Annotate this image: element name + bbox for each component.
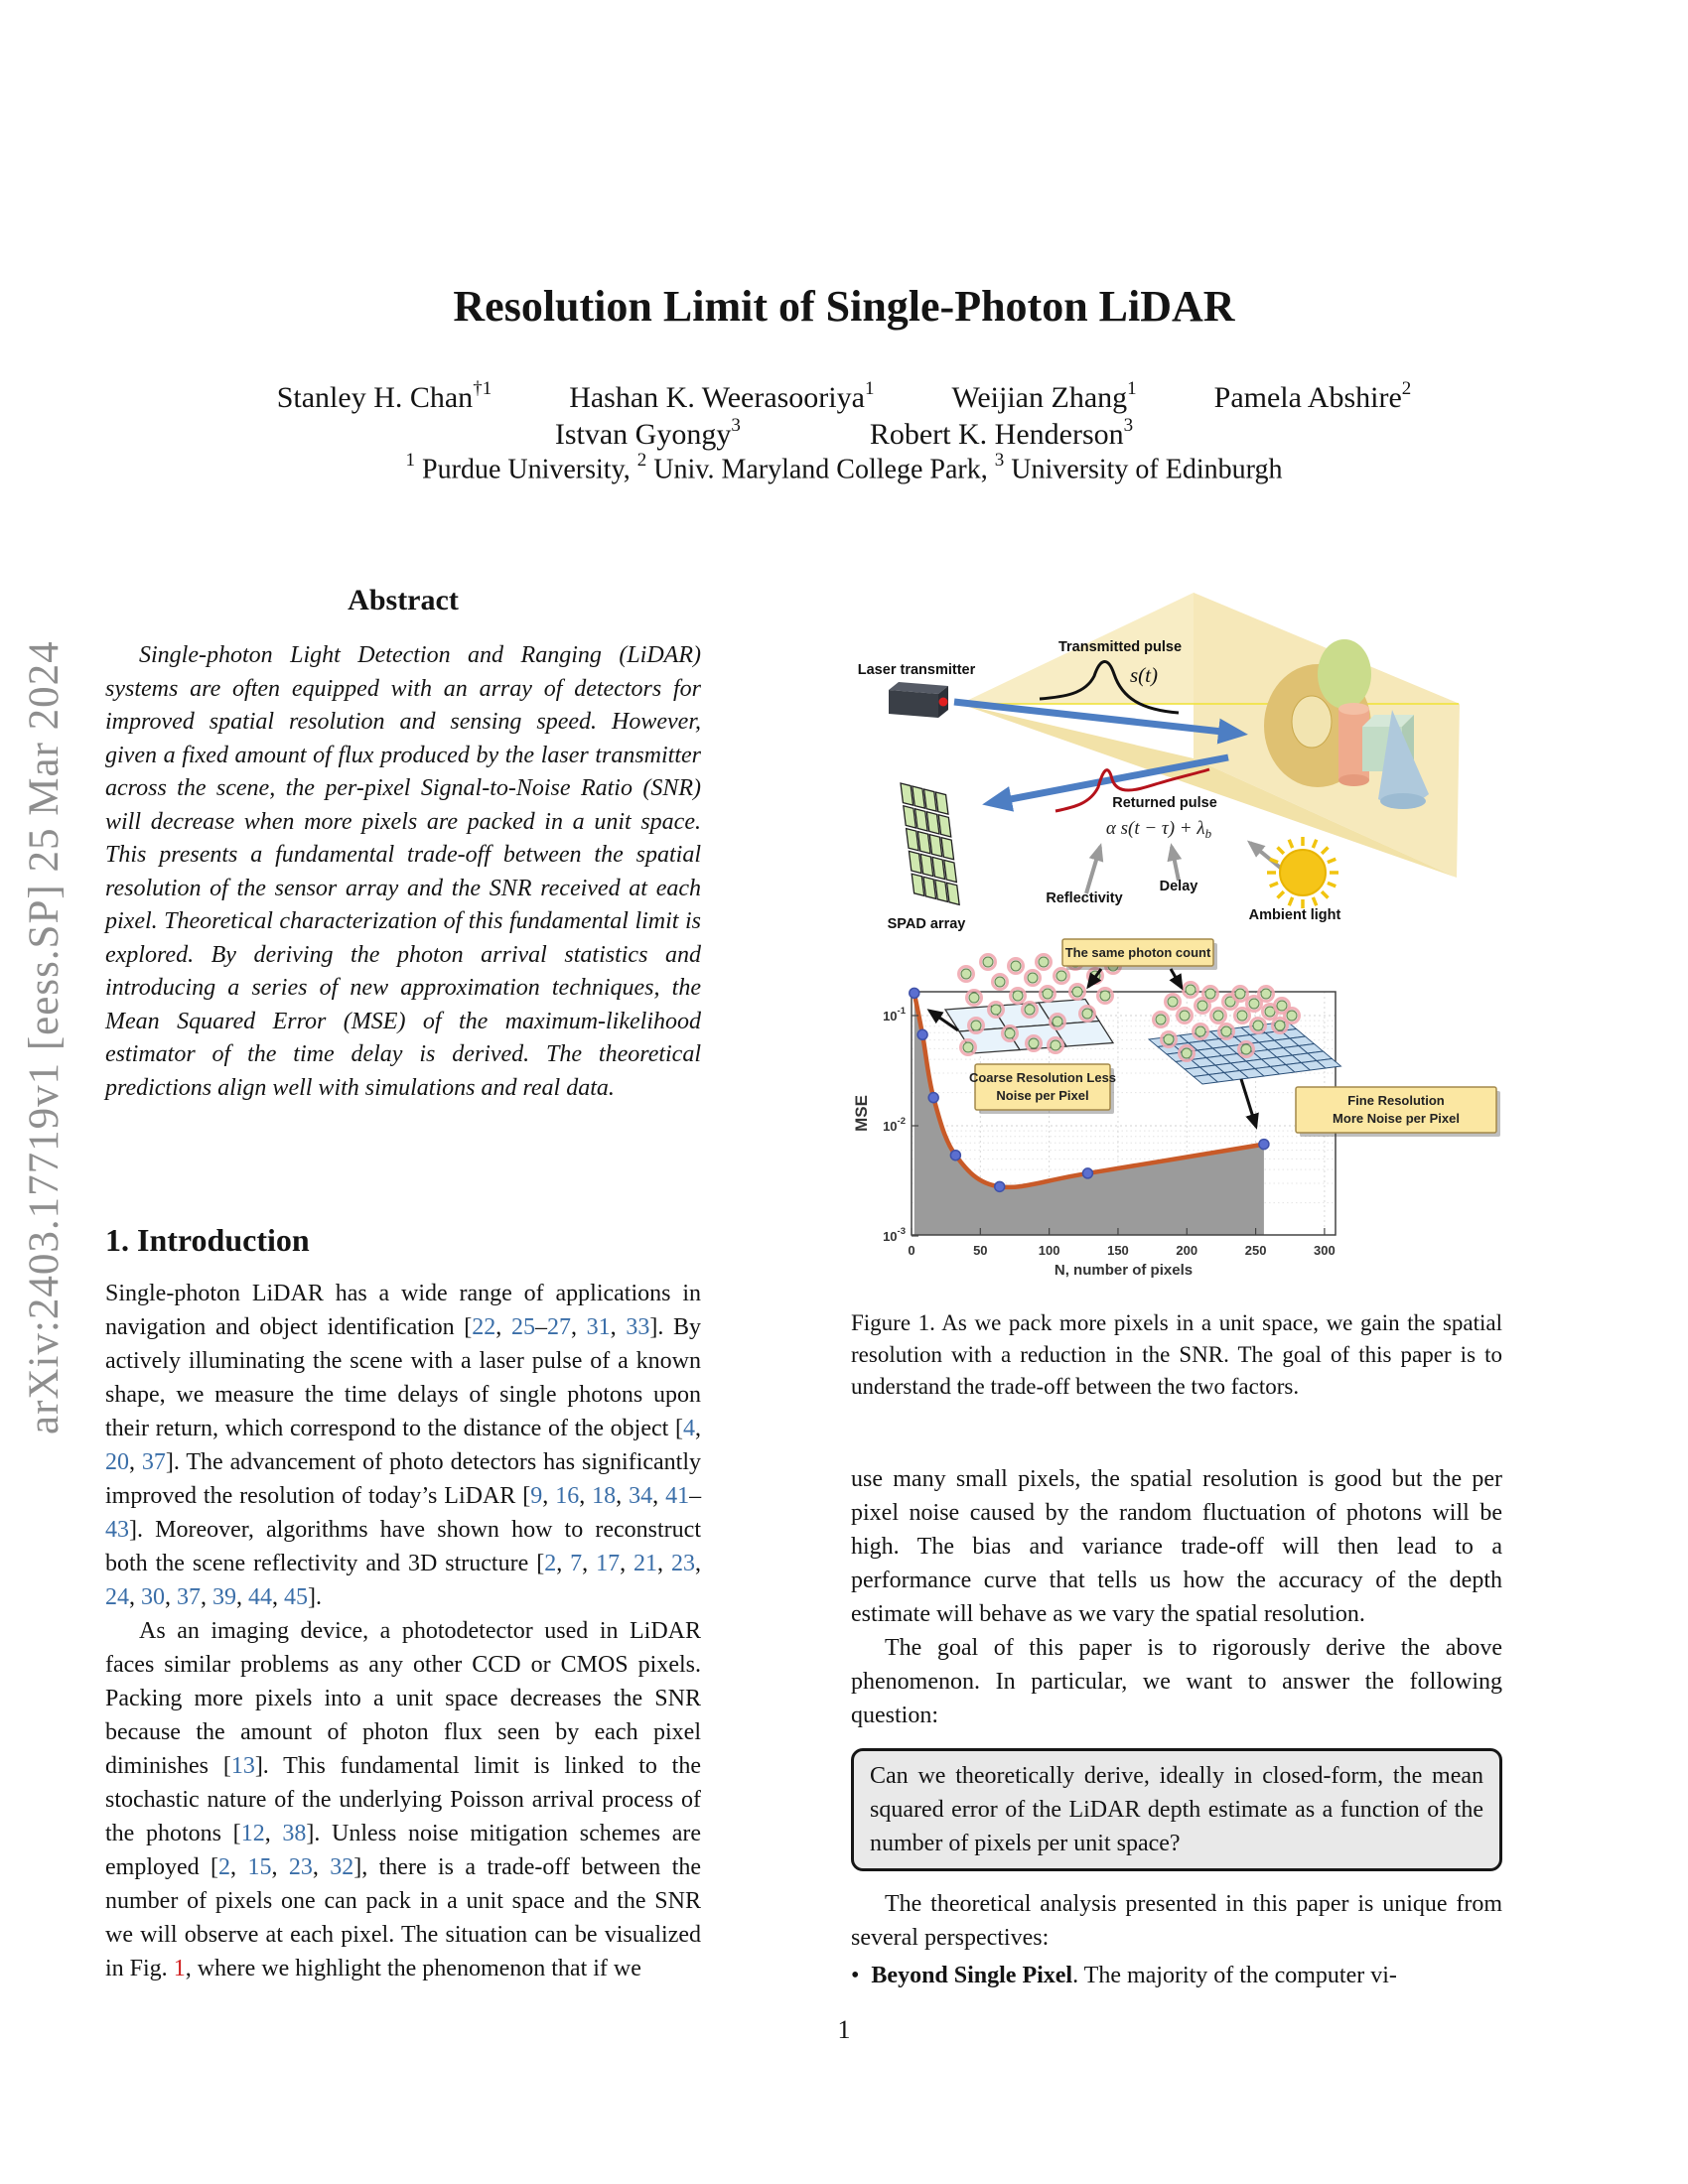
author: Robert K. Henderson$^3$ (869, 415, 1134, 451)
text: , (236, 1584, 248, 1610)
citation-link[interactable]: 23 (288, 1854, 313, 1880)
text: Single-photon LiDAR has a wide range of applications in navigation and object identification [ (105, 1281, 701, 1340)
data-point (917, 1029, 927, 1039)
text: , (556, 1551, 571, 1576)
svg-text:Coarse Resolution Less: Coarse Resolution Less (968, 1070, 1117, 1085)
text: As an imaging device, a photodetector used in LiDAR faces similar problems as any other CCD or CMOS pixels. Packing more pixels into a unit space decreases the SNR because the amount of photon flux seen by each pixel diminishes [ (105, 1618, 701, 1779)
author: Istvan Gyongy$^3$ (554, 415, 741, 451)
affiliations: $^1$ Purdue University, $^2$ Univ. Maryland College Park, $^3$ University of Edinburgh (405, 450, 1283, 485)
citation-link[interactable]: 16 (555, 1483, 580, 1509)
citation-link[interactable]: 43 (105, 1517, 129, 1543)
text: , (165, 1584, 177, 1610)
right-paragraph-1: use many small pixels, the spatial resolution is good but the per pixel noise caused by the random fluctuation of photons will be high. The bias and variance trade-off will then lead to a performance curve that tells us how the accuracy of the depth estimate will behave as we vary the spatial resolution. (851, 1466, 1502, 1627)
sun-icon (1267, 837, 1338, 908)
arxiv-watermark: arXiv:2403.17719v1 [eess.SP] 25 Mar 2024 (21, 640, 68, 1434)
figure-caption: Figure 1. As we pack more pixels in a unit space, we gain the spatial resolution with a reduction in the SNR. The goal of this paper is to understand the trade-off between the two factors. (851, 1310, 1502, 1399)
text: , (610, 1314, 627, 1340)
svg-text:50: 50 (973, 1243, 988, 1258)
right-paragraph-3: The theoretical analysis presented in this paper is unique from several perspectives: (851, 1891, 1502, 1951)
svg-text:150: 150 (1107, 1243, 1129, 1258)
text: ]. Moreover, algorithms have shown how to reconstruct both the scene reflectivity and 3D structure [ (105, 1517, 701, 1576)
svg-text:300: 300 (1314, 1243, 1336, 1258)
text: – (534, 1314, 547, 1340)
citation-link[interactable]: 44 (248, 1584, 272, 1610)
data-point (928, 1093, 938, 1103)
text: , (312, 1854, 331, 1880)
spad-array-label: SPAD array (887, 916, 966, 932)
y-axis-label: MSE (852, 1095, 871, 1132)
citation-link[interactable]: 27 (546, 1314, 571, 1340)
text: , (657, 1551, 671, 1576)
text: , (230, 1854, 248, 1880)
text: , (570, 1314, 587, 1340)
svg-text:200: 200 (1176, 1243, 1198, 1258)
svg-text:0: 0 (908, 1243, 915, 1258)
returned-pulse-label: Returned pulse (1112, 795, 1217, 811)
bullet-marker: • (851, 1963, 860, 1988)
text: , (542, 1483, 556, 1509)
delay-arrow (1172, 847, 1179, 881)
citation-link[interactable]: 39 (212, 1584, 236, 1610)
citation-link[interactable]: 30 (141, 1584, 165, 1610)
text: , (616, 1483, 630, 1509)
st-math-label: s(t) (1130, 663, 1158, 687)
citation-link[interactable]: 32 (330, 1854, 354, 1880)
text: ]. The advancement of photo detectors has significantly improved the resolution of today’s LiDAR [ (105, 1449, 702, 1509)
spad-array-icon (901, 783, 959, 904)
reflectivity-label: Reflectivity (1046, 890, 1123, 906)
citation-link[interactable]: 2 (544, 1551, 557, 1576)
bullet-bold-text: Beyond Single Pixel (871, 1963, 1073, 1988)
right-column (851, 553, 1502, 1992)
laser-transmitter-icon (889, 682, 948, 718)
svg-text:More Noise per Pixel: More Noise per Pixel (1333, 1111, 1460, 1126)
citation-link[interactable]: 45 (284, 1584, 308, 1610)
data-point (995, 1181, 1005, 1191)
figure-1 (851, 553, 1502, 1288)
delay-label: Delay (1159, 879, 1198, 894)
citation-link[interactable]: 23 (671, 1551, 695, 1576)
text: , (495, 1314, 511, 1340)
laser-label: Laser transmitter (857, 662, 976, 678)
data-point (1082, 1168, 1092, 1178)
svg-text:The same photon count: The same photon count (1064, 945, 1211, 960)
data-point (910, 988, 919, 998)
text: , (652, 1483, 666, 1509)
citation-link[interactable]: 18 (592, 1483, 617, 1509)
text: , (620, 1551, 634, 1576)
citation-link[interactable]: 20 (105, 1449, 129, 1475)
data-point (950, 1151, 960, 1160)
text: ]. This fundamental limit is linked to the stochastic nature of the underlying Poisson arrival process of the photons [ (105, 1753, 701, 1846)
page-number: 1 (837, 2015, 851, 2044)
citation-link[interactable]: 37 (177, 1584, 201, 1610)
text: – (689, 1483, 702, 1509)
ellipsoid (1318, 639, 1371, 709)
bullet-item (851, 1959, 1502, 1992)
lidar-scene-diagram (858, 593, 1460, 932)
citation-link[interactable]: 2 (218, 1854, 231, 1880)
text: ]. Unless noise mitigation schemes are employed [ (105, 1821, 702, 1880)
citation-link[interactable]: 9 (530, 1483, 543, 1509)
text: , (695, 1416, 701, 1441)
svg-text:10-2: $10^{-2}$ (883, 1116, 906, 1134)
svg-text:10-1: $10^{-1}$ (883, 1006, 906, 1024)
svg-text:250: 250 (1244, 1243, 1267, 1258)
right-paragraph-2: The goal of this paper is to rigorously derive the above phenomenon. In particular, we want to answer the following question: (851, 1635, 1502, 1728)
text: , where we highlight the phenomenon that if we (185, 1956, 641, 1981)
torus-hole (1292, 696, 1332, 748)
author: Pamela Abshire$^2$ (1213, 378, 1412, 414)
citation-link[interactable]: 12 (240, 1821, 265, 1846)
author: Hashan K. Weerasooriya$^1$ (569, 378, 875, 414)
text: ], there is a trade-off between the number of pixels one can pack in a unit space and the SNR we will observe at each pixel. The situation can be visualized in Fig. (105, 1854, 702, 1981)
citation-link[interactable]: 21 (633, 1551, 658, 1576)
citation-link[interactable]: 41 (665, 1483, 690, 1509)
svg-text:Fine Resolution: Fine Resolution (1347, 1093, 1445, 1108)
paper-title: Resolution Limit of Single-Photon LiDAR (453, 282, 1235, 331)
svg-text:Noise per Pixel: Noise per Pixel (996, 1088, 1089, 1103)
text: , (201, 1584, 212, 1610)
question-box: Can we theoretically derive, ideally in closed-form, the mean squared error of the LiDAR depth estimate as a function of the number of pixels per unit space? (851, 1748, 1502, 1871)
citation-link[interactable]: 33 (626, 1314, 650, 1340)
svg-text:10-3: $10^{-3}$ (883, 1226, 906, 1244)
figure-reference-link[interactable]: 1 (173, 1956, 186, 1981)
citation-link[interactable]: 17 (596, 1551, 621, 1576)
section-heading-introduction: 1. Introduction (105, 1222, 310, 1258)
intro-paragraph-1 (105, 1277, 701, 1614)
data-point (1259, 1140, 1269, 1150)
citation-link[interactable]: 13 (230, 1753, 255, 1779)
citation-link[interactable]: 4 (683, 1416, 695, 1441)
text: , (264, 1821, 283, 1846)
bullet-rest-text: . The majority of the computer vi- (1072, 1963, 1397, 1988)
returned-pulse-formula: α $s(t - \tau) + \lambda_b$ (1105, 818, 1212, 841)
laser-emitter-dot (939, 698, 948, 707)
text: , (582, 1551, 597, 1576)
x-axis-label: N, number of pixels (1054, 1262, 1194, 1279)
abstract-text: Single-photon Light Detection and Ranging (LiDAR) systems are often equipped with an array of detectors for improved spatial resolution and sensing speed. However, given a fixed amount of flux produced by the laser transmitter across the scene, the per-pixel Signal-to-Noise Ratio (SNR) will decrease when more pixels are packed in a unit space. This presents a fundamental trade-off between the spatial resolution of the sensor array and the SNR received at each pixel. Theoretical characterization of this fundamental limit is explored. By deriving the photon arrival statistics and introducing a series of new approximation techniques, the Mean Squared Error (MSE) of the maximum-likelihood estimator of the time delay is derived. The theoretical predictions align well with simulations and real data. (105, 642, 701, 1101)
intro-paragraph-2 (105, 1614, 701, 1985)
annotation-same-photon-count (1062, 939, 1217, 988)
text: ]. By actively illuminating the scene with a laser pulse of a known shape, we measure the time delays of single photons upon their return, which correspond to the distance of the object [ (105, 1314, 702, 1441)
svg-text:100: 100 (1038, 1243, 1060, 1258)
transmitted-pulse-label: Transmitted pulse (1057, 639, 1183, 655)
text: , (579, 1483, 593, 1509)
author: Stanley H. Chan$^{\dagger 1}$ (276, 378, 492, 414)
citation-link[interactable]: 25 (510, 1314, 535, 1340)
author: Weijian Zhang$^1$ (951, 378, 1137, 414)
reflectivity-arrow (1086, 847, 1100, 893)
text: , (271, 1854, 289, 1880)
citation-link[interactable]: 31 (586, 1314, 611, 1340)
citation-link[interactable]: 34 (629, 1483, 653, 1509)
citation-link[interactable]: 22 (472, 1314, 496, 1340)
citation-link[interactable]: 38 (282, 1821, 307, 1846)
text: , (129, 1584, 141, 1610)
citation-link[interactable]: 15 (247, 1854, 272, 1880)
abstract-heading: Abstract (348, 584, 459, 616)
text: ]. (308, 1584, 322, 1610)
text: , (129, 1449, 142, 1475)
ambient-light-label: Ambient light (1248, 907, 1341, 923)
left-column (105, 0, 701, 1985)
text: , (695, 1551, 701, 1576)
text: , (272, 1584, 284, 1610)
citation-link[interactable]: 37 (141, 1449, 166, 1475)
citation-link[interactable]: 24 (105, 1584, 129, 1610)
citation-link[interactable]: 7 (570, 1551, 583, 1576)
